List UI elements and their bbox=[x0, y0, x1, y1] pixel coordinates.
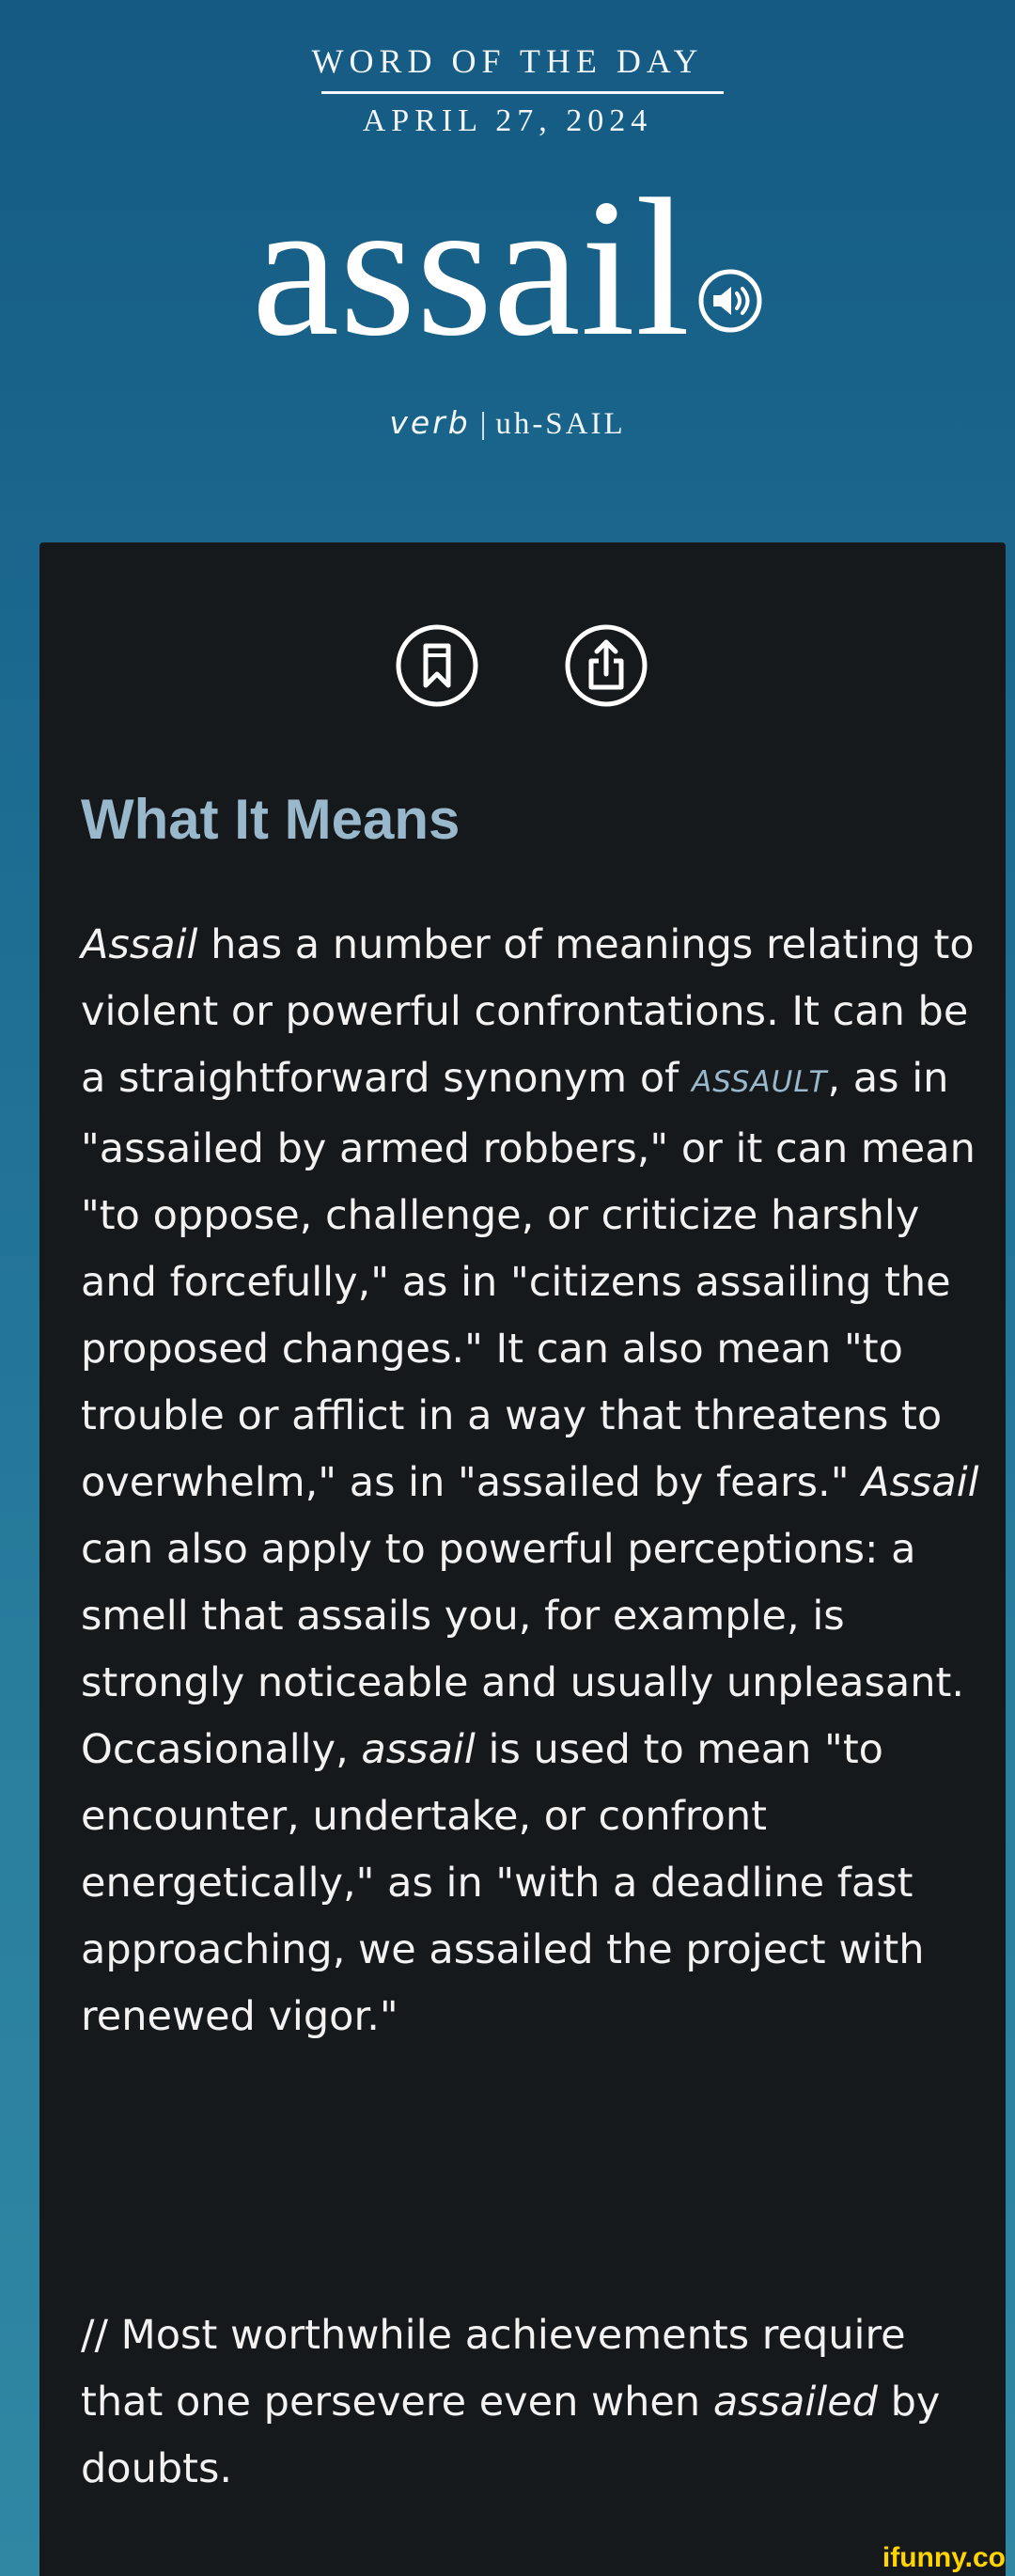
example-suffix: by doubts. bbox=[81, 2379, 941, 2492]
pronunciation: uh-SAIL bbox=[495, 407, 626, 441]
kicker-label: WORD OF THE DAY bbox=[311, 42, 704, 80]
kicker-underline bbox=[321, 91, 724, 94]
definition-part-1: has a number of meanings relating to violent or powerful confrontations. It can be a straightforward synonym of bbox=[81, 921, 975, 1102]
definition-part-2: , as in "assailed by armed robbers," or it can mean "to oppose, challenge, or criticize harshly and forcefully," as in "citizens assailing the proposed changes." It can also mean "to trouble or afflict in a way that threatens to overwhelm," as in "assailed by fears." bbox=[81, 1055, 976, 1506]
definition-part-3: can also apply to powerful perceptions: a smell that assails you, for example, is strongly noticeable and usually unpleasant. Occasionally, bbox=[81, 1526, 965, 1773]
definition-text bbox=[81, 912, 983, 2050]
emphasized-word: Assail bbox=[81, 921, 198, 968]
emphasized-word: assail bbox=[361, 1726, 476, 1773]
part-of-speech: verb bbox=[389, 404, 471, 441]
example-prefix: // Most worthwhile achievements require that one persevere even when bbox=[81, 2312, 906, 2426]
section-heading: What It Means bbox=[81, 788, 461, 851]
example-sentence bbox=[81, 2302, 983, 2503]
definition-card bbox=[39, 542, 1006, 2576]
separator: | bbox=[479, 407, 487, 441]
share-button[interactable] bbox=[564, 623, 648, 708]
share-icon bbox=[564, 623, 648, 708]
bookmark-button[interactable] bbox=[395, 623, 479, 708]
date-label: APRIL 27, 2024 bbox=[362, 103, 653, 138]
ifunny-watermark: ifunny.co bbox=[882, 2542, 1006, 2573]
word-of-the-day-header bbox=[0, 0, 1015, 526]
headword: assail bbox=[251, 159, 691, 377]
assault-link[interactable]: ASSAULT bbox=[691, 1065, 828, 1099]
speaker-icon[interactable] bbox=[697, 268, 763, 334]
definition-part-4: is used to mean "to encounter, undertake, or confront energetically," as in "with a deadline fast approaching, we assailed the project with renewed vigor." bbox=[81, 1726, 925, 2040]
pos-pronunciation-line bbox=[0, 404, 1015, 442]
example-emphasized-word: assailed bbox=[712, 2379, 878, 2426]
emphasized-word: Assail bbox=[862, 1459, 979, 1506]
headword-row bbox=[0, 159, 1015, 381]
bookmark-icon bbox=[395, 623, 479, 708]
